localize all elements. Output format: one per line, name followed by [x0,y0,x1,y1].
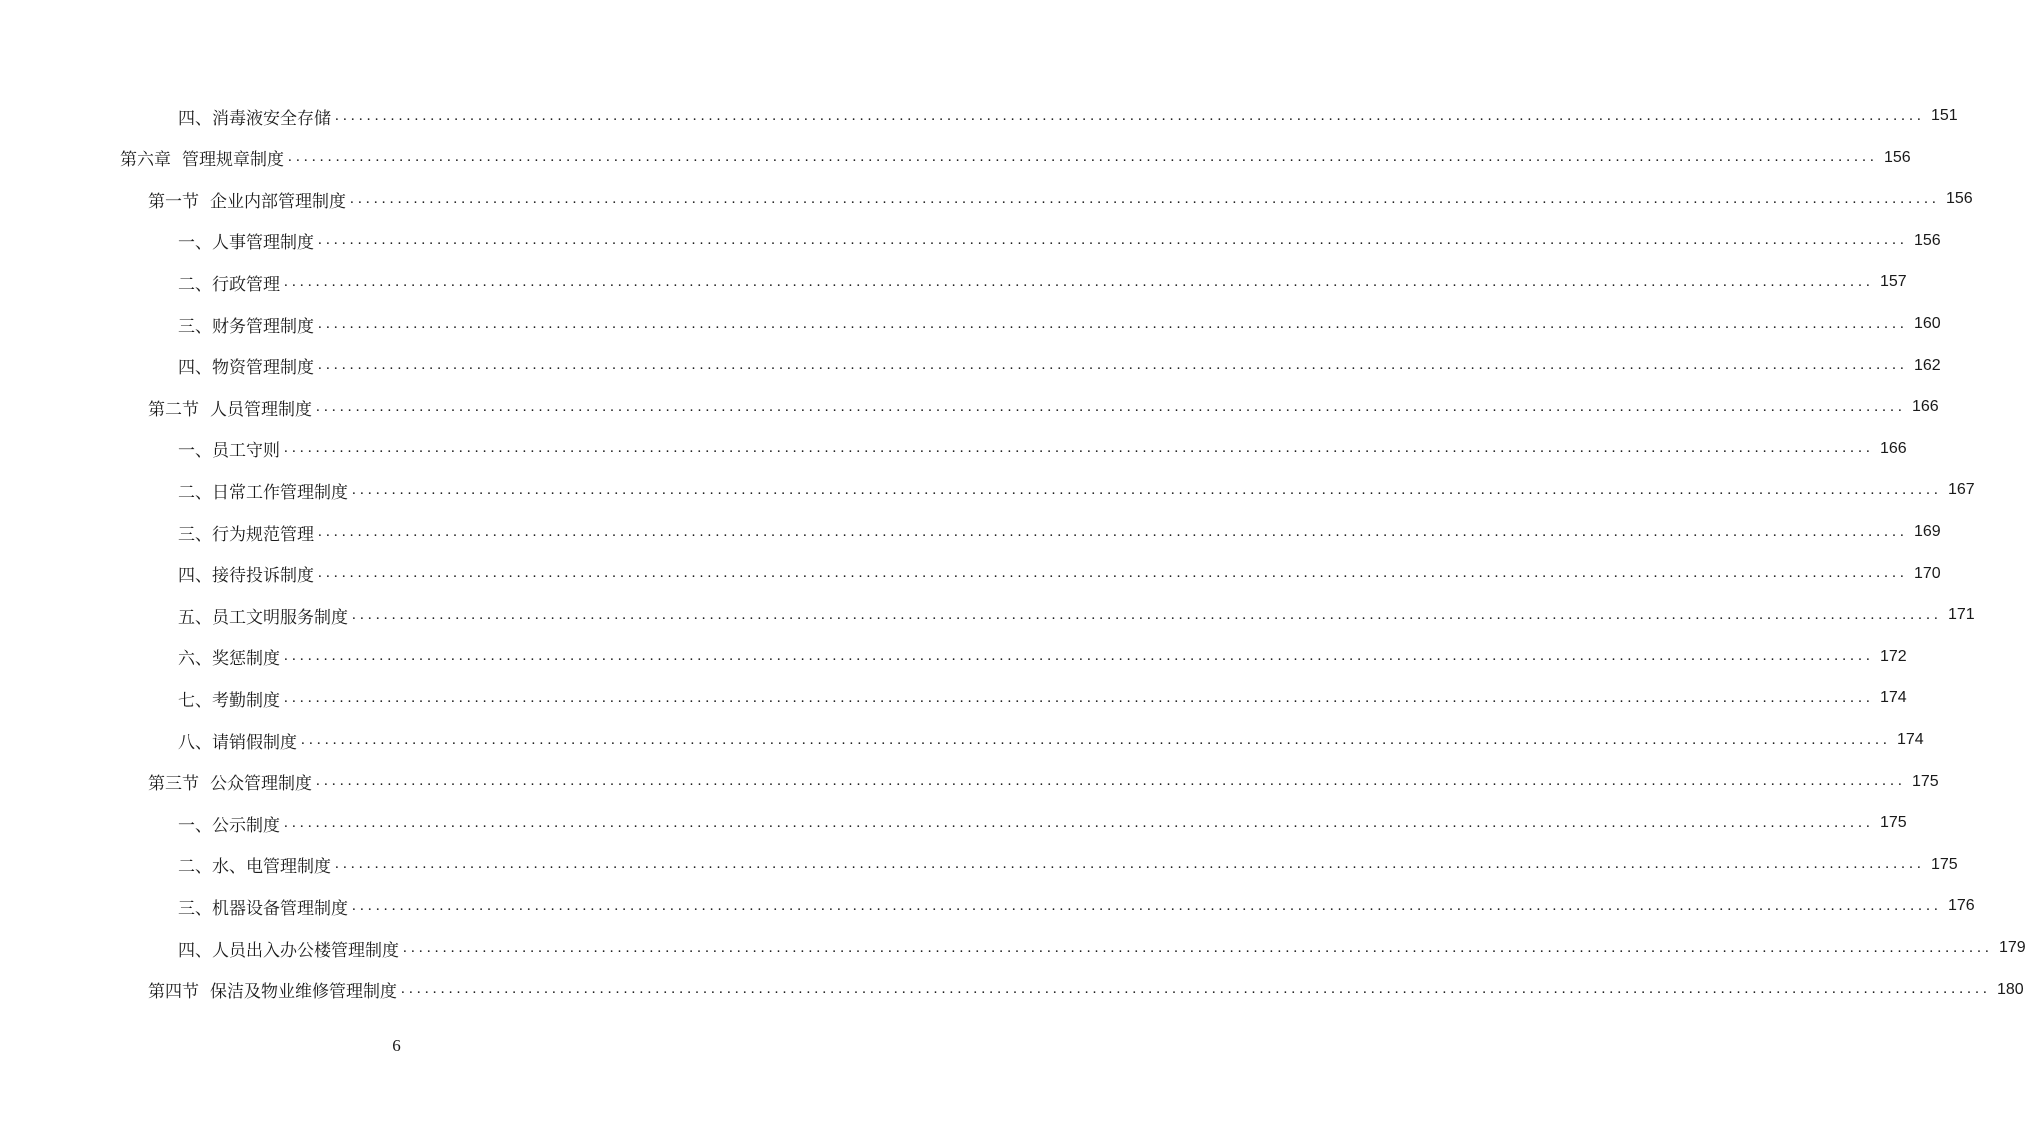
dot-leader: ........................................................................................................................................................................................................ [288,149,1878,166]
toc-entry-title: 行政管理 [212,274,280,295]
dot-leader: ........................................................................................................................................................................................................ [284,648,1874,665]
toc-entry-number: 二、 [178,482,212,503]
toc-entry-label [178,312,314,337]
dot-leader: ........................................................................................................................................................................................................ [352,606,1942,623]
toc-entry-title: 水、电管理制度 [212,857,331,878]
toc-entry-title: 物资管理制度 [212,358,314,379]
toc-entry-title: 员工文明服务制度 [212,607,348,628]
toc-entry-title: 企业内部管理制度 [210,191,346,212]
toc-item-entry[interactable] [178,644,1907,670]
toc-entry-title: 请销假制度 [212,732,297,753]
toc-entry-label [178,104,331,129]
toc-entry-page-number: 156 [1914,231,1941,249]
toc-entry-label [148,187,346,212]
dot-leader: ........................................................................................................................................................................................................ [401,981,1991,998]
toc-item-entry[interactable] [178,810,1907,836]
toc-entry-number: 第一节 [148,191,199,212]
toc-entry-page-number: 166 [1912,398,1939,416]
toc-chapter-entry[interactable] [120,145,1911,171]
toc-entry-title: 公众管理制度 [210,774,312,795]
toc-entry-label [178,936,399,961]
toc-entry-number: 三、 [178,898,212,919]
dot-leader: ........................................................................................................................................................................................................ [284,440,1874,457]
dot-leader: ........................................................................................................................................................................................................ [352,481,1942,498]
toc-item-entry[interactable] [178,893,1975,919]
toc-item-entry[interactable] [178,269,1907,295]
toc-entry-label [178,728,297,753]
dot-leader: ........................................................................................................................................................................................................ [403,939,1993,956]
toc-entry-page-number: 175 [1931,855,1958,873]
toc-entry-number: 一、 [178,441,212,462]
dot-leader: ........................................................................................................................................................................................................ [350,190,1940,207]
toc-item-entry[interactable] [178,727,1924,753]
toc-item-entry[interactable] [178,311,1941,337]
toc-entry-title: 公示制度 [212,815,280,836]
toc-entry-label [178,852,331,877]
dot-leader: ........................................................................................................................................................................................................ [301,731,1891,748]
dot-leader: ........................................................................................................................................................................................................ [318,523,1908,540]
dot-leader: ........................................................................................................................................................................................................ [335,856,1925,873]
toc-entry-page-number: 180 [1997,980,2024,998]
toc-entry-label [178,436,280,461]
toc-entry-number: 第二节 [148,399,199,420]
toc-item-entry[interactable] [178,935,2026,961]
toc-entry-page-number: 167 [1948,481,1975,499]
toc-section-entry[interactable] [148,186,1973,212]
toc-section-entry[interactable] [148,394,1939,420]
toc-entry-page-number: 157 [1880,273,1907,291]
toc-item-entry[interactable] [178,685,1907,711]
dot-leader: ........................................................................................................................................................................................................ [335,107,1925,124]
toc-entry-label [148,977,397,1002]
toc-item-entry[interactable] [178,353,1941,379]
toc-entry-title: 奖惩制度 [212,649,280,670]
toc-entry-page-number: 156 [1884,148,1911,166]
toc-entry-page-number: 170 [1914,564,1941,582]
dot-leader: ........................................................................................................................................................................................................ [318,315,1908,332]
toc-entry-number: 三、 [178,524,212,545]
toc-entry-label [178,686,280,711]
dot-leader: ........................................................................................................................................................................................................ [352,897,1942,914]
toc-entry-page-number: 151 [1931,107,1958,124]
toc-entry-number: 一、 [178,233,212,254]
toc-entry-title: 日常工作管理制度 [212,482,348,503]
toc-item-entry[interactable] [178,103,1958,129]
toc-entry-label [178,894,348,919]
toc-entry-number: 六、 [178,649,212,670]
toc-entry-label [178,561,314,586]
toc-entry-page-number: 160 [1914,315,1941,332]
toc-entry-number: 三、 [178,316,212,337]
toc-item-entry[interactable] [178,436,1907,462]
toc-entry-label [148,395,312,420]
dot-leader: ........................................................................................................................................................................................................ [318,232,1908,249]
toc-entry-title: 员工守则 [212,441,280,462]
page-number: 6 [392,1036,401,1055]
toc-entry-number: 四、 [178,358,212,379]
toc-entry-title: 消毒液安全存储 [212,108,331,129]
toc-entry-number: 五、 [178,607,212,628]
toc-entry-page-number: 169 [1914,523,1941,540]
toc-entry-page-number: 172 [1880,647,1907,665]
toc-entry-number: 二、 [178,274,212,295]
toc-entry-title: 人事管理制度 [212,233,314,254]
toc-item-entry[interactable] [178,228,1941,254]
toc-entry-page-number: 174 [1880,689,1907,707]
toc-entry-title: 财务管理制度 [212,316,314,337]
toc-entry-label [178,353,314,378]
toc-entry-label [178,478,348,503]
toc-entry-label [178,520,314,545]
toc-section-entry[interactable] [148,769,1939,795]
dot-leader: ........................................................................................................................................................................................................ [284,689,1874,706]
dot-leader: ........................................................................................................................................................................................................ [318,565,1908,582]
toc-item-entry[interactable] [178,477,1975,503]
toc-entry-page-number: 166 [1880,439,1907,457]
toc-item-entry[interactable] [178,561,1941,587]
toc-entry-number: 四、 [178,108,212,129]
toc-entry-page-number: 156 [1946,190,1973,208]
toc-entry-title: 行为规范管理 [212,524,314,545]
dot-leader: ........................................................................................................................................................................................................ [316,398,1906,415]
toc-entry-title: 考勤制度 [212,690,280,711]
toc-item-entry[interactable] [178,852,1958,878]
dot-leader: ........................................................................................................................................................................................................ [318,357,1908,374]
dot-leader: ........................................................................................................................................................................................................ [316,773,1906,790]
toc-entry-page-number: 162 [1914,356,1941,374]
toc-entry-number: 四、 [178,940,212,961]
toc-entry-label [178,811,280,836]
toc-section-entry[interactable] [148,977,2024,1003]
toc-entry-label [120,145,284,170]
toc-entry-page-number: 175 [1880,814,1907,832]
toc-entry-label [178,228,314,253]
toc-entry-label [178,644,280,669]
toc-entry-label [178,270,280,295]
toc-item-entry[interactable] [178,519,1941,545]
toc-entry-title: 接待投诉制度 [212,566,314,587]
toc-entry-number: 第四节 [148,982,199,1003]
toc-entry-title: 人员管理制度 [210,399,312,420]
dot-leader: ........................................................................................................................................................................................................ [284,273,1874,290]
toc-entry-number: 七、 [178,690,212,711]
toc-entry-page-number: 174 [1897,731,1924,748]
toc-entry-title: 人员出入办公楼管理制度 [212,940,399,961]
dot-leader: ........................................................................................................................................................................................................ [284,814,1874,831]
toc-entry-page-number: 171 [1948,606,1975,624]
toc-entry-page-number: 176 [1948,897,1975,915]
toc-entry-number: 第三节 [148,774,199,795]
toc-entry-label [178,603,348,628]
toc-entry-title: 机器设备管理制度 [212,898,348,919]
toc-entry-page-number: 175 [1912,772,1939,790]
toc-entry-page-number: 179 [1999,939,2026,956]
toc-item-entry[interactable] [178,602,1975,628]
toc-entry-title: 管理规章制度 [182,150,284,171]
toc-entry-title: 保洁及物业维修管理制度 [210,982,397,1003]
toc-entry-number: 四、 [178,566,212,587]
toc-entry-number: 一、 [178,815,212,836]
toc-entry-label [148,769,312,794]
toc-entry-number: 八、 [178,732,212,753]
toc-entry-number: 二、 [178,857,212,878]
toc-entry-number: 第六章 [120,150,171,171]
